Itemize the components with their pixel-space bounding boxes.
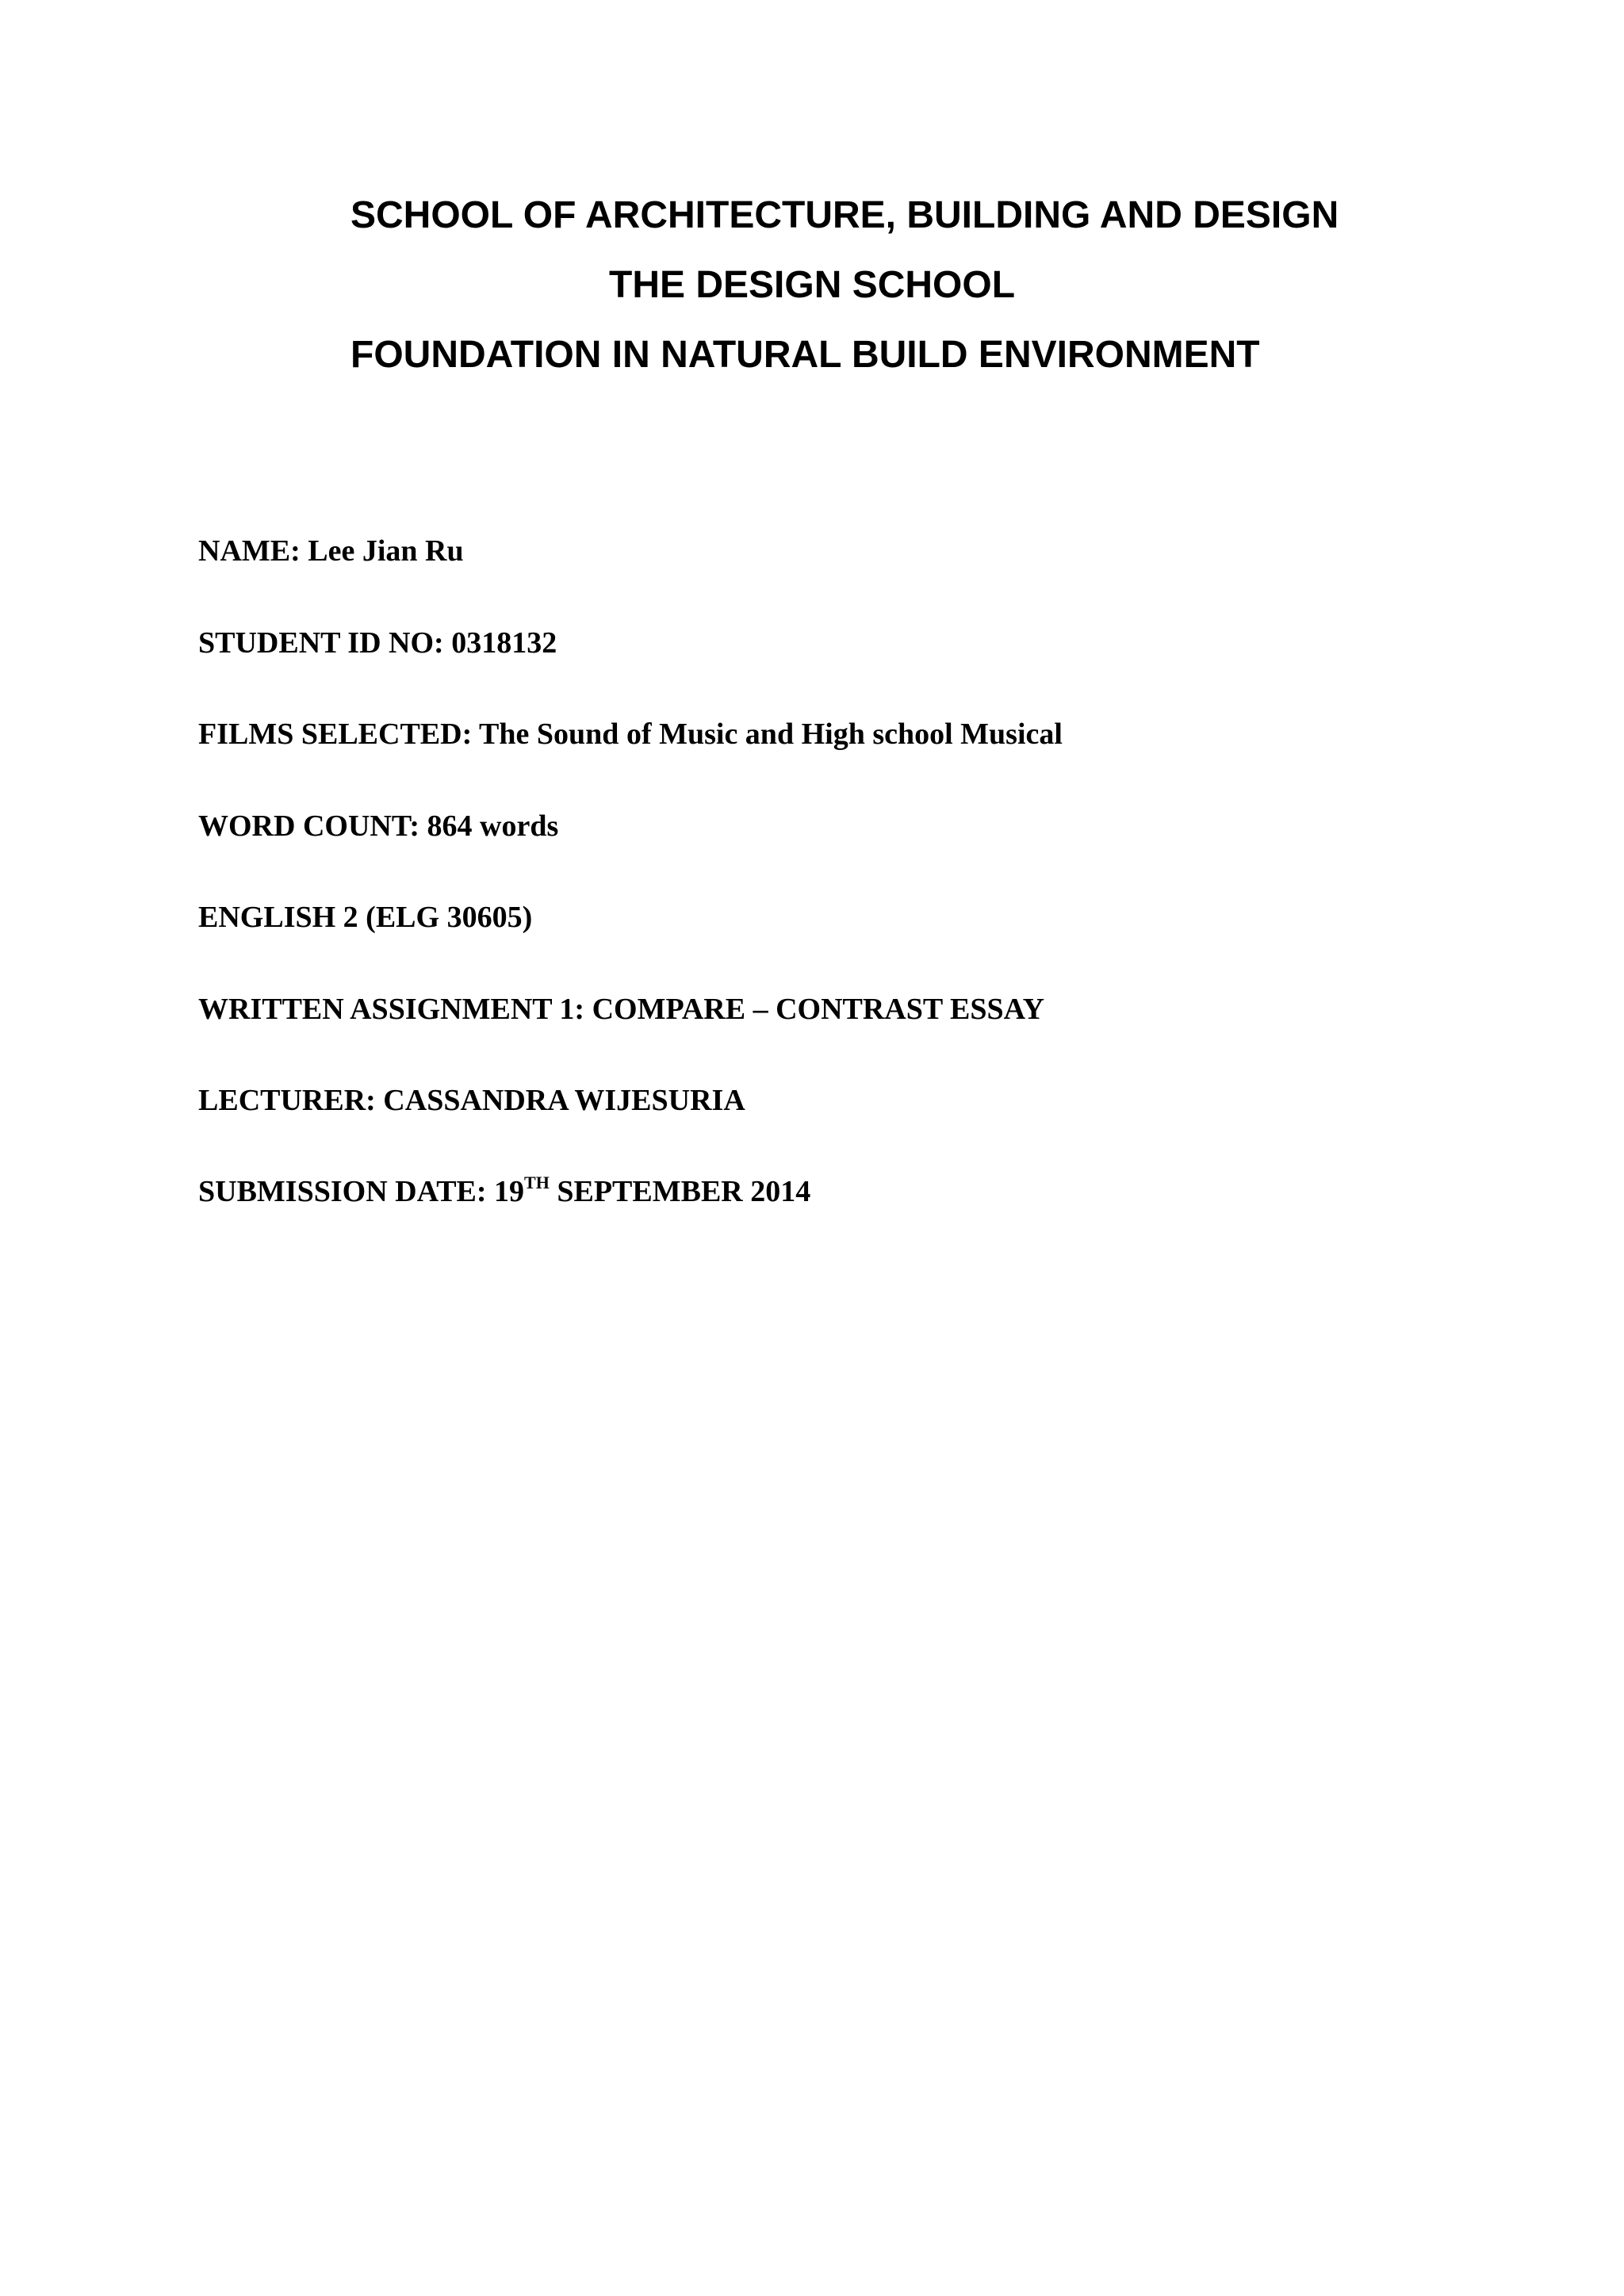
submission-date-prefix: SUBMISSION DATE: 19 [198,1175,525,1208]
programme-name: FOUNDATION IN NATURAL BUILD ENVIRONMENT [350,334,1260,376]
word-count: WORD COUNT: 864 words [198,809,559,843]
course-code: ENGLISH 2 (ELG 30605) [198,901,533,934]
school-name: SCHOOL OF ARCHITECTURE, BUILDING AND DESIGN [350,194,1339,236]
submission-date [198,1173,810,1210]
assignment-title: WRITTEN ASSIGNMENT 1: COMPARE – CONTRAST ESSAY [198,993,1045,1026]
student-name: NAME: Lee Jian Ru [198,534,464,568]
lecturer-name: LECTURER: CASSANDRA WIJESURIA [198,1084,745,1117]
student-id: STUDENT ID NO: 0318132 [198,626,557,660]
submission-date-suffix: SEPTEMBER 2014 [549,1175,811,1208]
department-name: THE DESIGN SCHOOL [609,264,1016,306]
submission-date-ordinal: TH [524,1173,550,1192]
films-selected: FILMS SELECTED: The Sound of Music and High school Musical [198,718,1063,751]
